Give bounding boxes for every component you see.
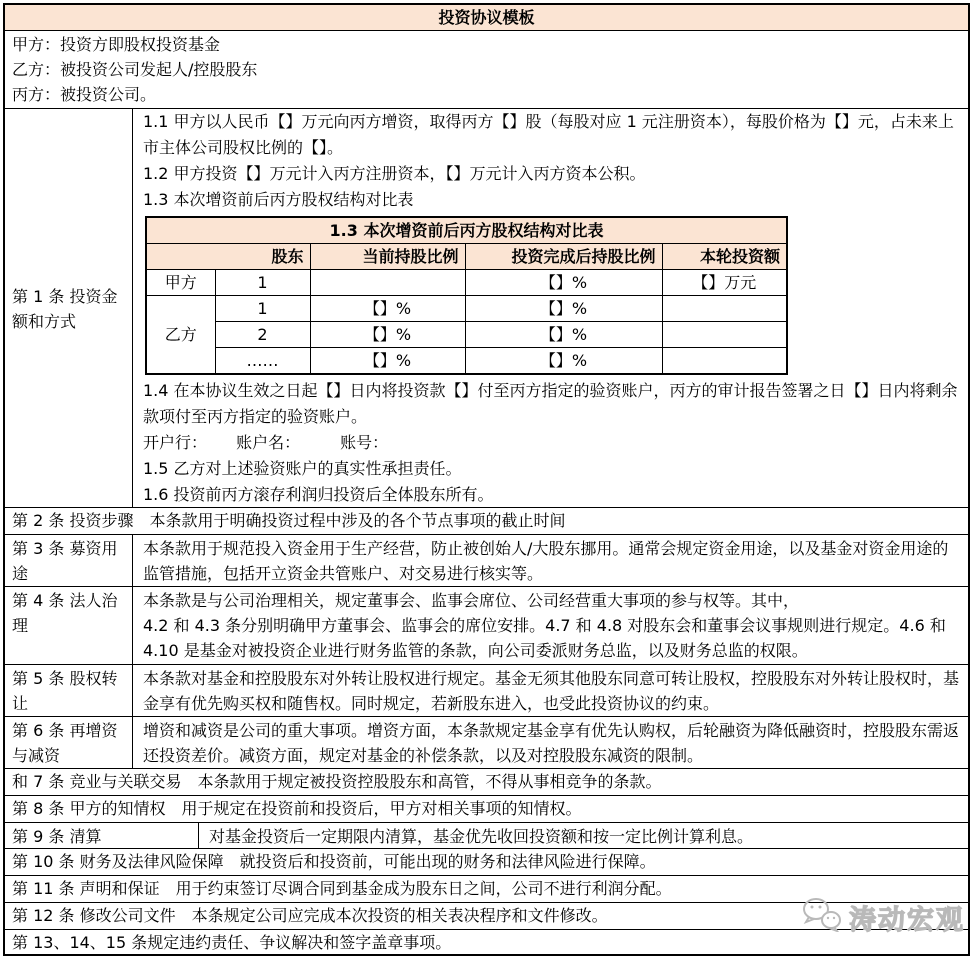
equity-structure-table <box>145 216 788 375</box>
equity-table-header-row <box>146 244 787 270</box>
clause-6-label: 第 6 条 再增资与减资 <box>5 717 133 768</box>
after-cell: 【】% <box>465 296 662 322</box>
clause-3-content: 本条款用于规范投入资金用于生产经营，防止被创始人/大股东挪用。通常会规定资金用途，以及基金对资金用途的监管措施，包括开立资金共管账户、对交易进行核实等。 <box>143 539 949 583</box>
clause-4-text-1: 本条款是与公司治理相关，规定董事会、监事会席位、公司经营重大事项的参与权等。其中， <box>143 591 800 610</box>
table-row <box>146 322 787 348</box>
bank-account-line: 开户行： 账户名： 账号： <box>143 433 389 452</box>
amount-cell: 【】万元 <box>662 270 787 296</box>
watermark-text: 涛动宏观 <box>849 905 965 936</box>
clause-10-row <box>5 848 968 875</box>
clause-4-text-2: 4.2 和 4.3 条分别明确甲方董事会、监事会的席位安排。4.7 和 4.8 对股东会和董事会议事规则进行规定。4.6 和 4.10 是基金对被投资企业进行财务监管的条款，向公司委派财务总监，以及财务总监的权限。 <box>143 616 946 660</box>
clause-10-label: 第 10 条 财务及法律风险保障 <box>12 852 224 871</box>
party-jia: 甲方：投资方即股权投资基金 <box>12 35 221 54</box>
clause-4-row <box>5 586 968 664</box>
table-row <box>146 270 787 296</box>
clause-7-row <box>5 768 968 795</box>
clause-9-row <box>5 822 968 848</box>
amount-cell <box>662 348 787 375</box>
clause-1-6: 1.6 投资前丙方滚存利润归投资后全体股东所有。 <box>143 485 494 504</box>
equity-table-title-row <box>146 217 787 244</box>
clause-11-row <box>5 875 968 902</box>
clause-11-label: 第 11 条 声明和保证 <box>12 879 160 898</box>
after-cell: 【】% <box>465 322 662 348</box>
clause-4-content <box>133 587 968 664</box>
clause-1-row <box>5 108 968 507</box>
clause-1-label-text: 第 1 条 投资金额和方式 <box>12 286 118 331</box>
num-cell: …… <box>215 348 310 375</box>
header-after-ratio: 投资完成后持股比例 <box>465 244 662 270</box>
header-round-amount: 本轮投资额 <box>662 244 787 270</box>
current-cell <box>310 270 465 296</box>
table-row <box>146 348 787 375</box>
current-cell: 【】% <box>310 296 465 322</box>
clause-13-14-15-label: 第 13、14、15 条规定违约责任、争议解决和签字盖章事项。 <box>12 933 452 952</box>
clause-1-3: 1.3 本次增资前后丙方股权结构对比表 <box>143 190 414 209</box>
amount-cell <box>662 322 787 348</box>
equity-table-title: 1.3 本次增资前后丙方股权结构对比表 <box>146 217 787 244</box>
clause-5-row <box>5 664 968 716</box>
num-cell: 1 <box>215 270 310 296</box>
agreement-document <box>3 3 970 956</box>
group-cell: 乙方 <box>146 296 215 375</box>
clause-8-label: 第 8 条 甲方的知情权 <box>12 799 166 818</box>
num-cell: 1 <box>215 296 310 322</box>
clause-13-14-15-row <box>5 929 968 954</box>
table-row <box>146 296 787 322</box>
after-cell: 【】% <box>465 270 662 296</box>
clause-11-text: 用于约束签订尽调合同到基金成为股东日之间，公司不进行利润分配。 <box>175 879 672 898</box>
clause-6-content: 增资和减资是公司的重大事项。增资方面，本条款规定基金享有优先认购权，后轮融资为降低融资时，控股股东需返还投资差价。减资方面，规定对基金的补偿条款，以及对控股股东减资的限制。 <box>143 721 960 765</box>
clause-1-2: 1.2 甲方投资【】万元计入丙方注册资本，【】万元计入丙方资本公积。 <box>143 164 646 183</box>
clause-5-content: 本条款对基金和控股股东对外转让股权进行规定。基金无须其他股东同意可转让股权，控股股东对外转让股权时，基金享有优先购买权和随售权。同时规定，若新股东进入，也受此投资协议的约束。 <box>143 669 960 713</box>
clause-4-label: 第 4 条 法人治理 <box>5 587 133 664</box>
party-yi: 乙方：被投资公司发起人/控股股东 <box>12 60 258 79</box>
clause-2-label: 第 2 条 投资步骤 <box>12 511 134 530</box>
clause-12-row <box>5 902 968 929</box>
clause-1-5: 1.5 乙方对上述验资账户的真实性承担责任。 <box>143 459 462 478</box>
clause-1-label <box>5 109 133 507</box>
clause-9-label: 第 9 条 清算 <box>5 823 199 848</box>
party-bing: 丙方：被投资公司。 <box>12 85 157 104</box>
group-cell: 甲方 <box>146 270 215 296</box>
clause-1-content <box>133 109 968 507</box>
clause-3-label: 第 3 条 募资用途 <box>5 535 133 586</box>
clause-8-row <box>5 795 968 822</box>
clause-9-content: 对基金投资后一定期限内清算，基金优先收回投资额和按一定比例计算利息。 <box>209 827 754 846</box>
clause-5-label: 第 5 条 股权转让 <box>5 665 133 716</box>
clause-8-text: 用于规定在投资前和投资后，甲方对相关事项的知情权。 <box>181 799 582 818</box>
after-cell: 【】% <box>465 348 662 375</box>
amount-cell <box>662 296 787 322</box>
header-shareholder: 股东 <box>146 244 310 270</box>
parties-section <box>5 30 968 108</box>
clause-12-label: 第 12 条 修改公司文件 <box>12 906 176 925</box>
document-title: 投资协议模板 <box>5 5 968 30</box>
clause-1-1: 1.1 甲方以人民币【】万元向丙方增资，取得丙方【】股（每股对应 1 元注册资本），每股价格为【】元，占未来上市主体公司股权比例的【】。 <box>143 112 954 157</box>
num-cell: 2 <box>215 322 310 348</box>
clause-1-4: 1.4 在本协议生效之日起【】日内将投资款【】付至丙方指定的验资账户，丙方的审计报告签署之日【】日内将剩余款项付至丙方指定的验资账户。 <box>143 381 958 426</box>
current-cell: 【】% <box>310 348 465 375</box>
clause-6-row <box>5 716 968 768</box>
clause-12-text: 本条规定公司应完成本次投资的相关表决程序和文件修改。 <box>191 906 608 925</box>
clause-2-row <box>5 507 968 534</box>
clause-7-label: 和 7 条 竞业与关联交易 <box>12 772 182 791</box>
header-current-ratio: 当前持股比例 <box>310 244 465 270</box>
clause-3-row <box>5 534 968 586</box>
current-cell: 【】% <box>310 322 465 348</box>
clause-2-text: 本条款用于明确投资过程中涉及的各个节点事项的截止时间 <box>149 511 566 530</box>
clause-7-text: 本条款用于规定被投资控股股东和高管，不得从事相竞争的条款。 <box>197 772 662 791</box>
clause-10-text: 就投资后和投资前，可能出现的财务和法律风险进行保障。 <box>239 852 656 871</box>
